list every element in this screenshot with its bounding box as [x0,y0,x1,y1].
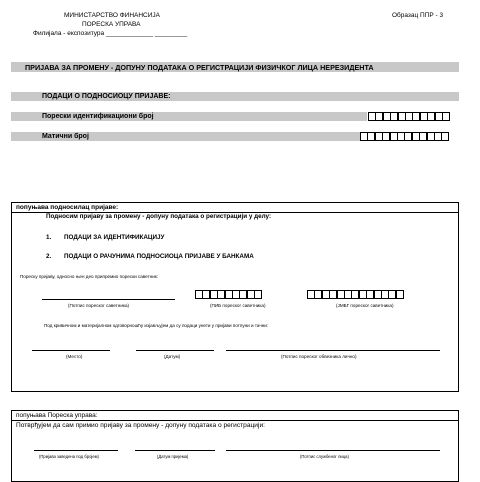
applicant-box [11,202,459,392]
tax-id-cells[interactable] [368,112,449,121]
tax-office-heading: попуњава Пореска управа: [16,412,98,419]
advisor-pib-caption: (ПИБ пореског саветника) [210,303,266,308]
item-2-label[interactable]: ПОДАЦИ О РАЧУНИМА ПОДНОСИОЦА ПРИЈАВЕ У БАНКАМА [64,253,254,260]
item-2-number: 2. [46,253,52,260]
date-line[interactable] [136,350,214,351]
receipt-date-line[interactable] [135,450,215,451]
item-1-number: 1. [46,234,52,241]
tax-office-box [11,410,459,482]
officer-signature-caption: (Потпис службеног лица) [300,454,349,459]
form-code: Образац ППР - 3 [392,12,444,19]
applicant-box-heading: попуњава подносилац пријаве: [16,204,119,211]
receipt-confirmation: Потврђујем да сам примио пријаву за промену - допуну података о регистрацији: [16,422,265,429]
receipt-number-caption: (Пријава заведена под бројем) [39,454,99,459]
tax-id-label: Порески идентификациони број [42,113,154,120]
tax-office-box-header [12,411,458,421]
applicant-box-header [12,203,458,213]
place-caption: (Место) [66,354,83,359]
advisor-jmbg-caption: (ЈМБГ пореског саветника) [336,303,394,308]
reg-no-bar [11,132,367,141]
advisor-signature-line[interactable] [42,299,175,300]
title-bar [11,62,459,72]
branch-line: Филијала - експозитура _____________ _________ [33,30,188,37]
declaration-text: Под кривичном и материјалном одговорношћу изјављујем да су подаци унети у пријави потпуни и тачни: [44,323,269,328]
receipt-number-line[interactable] [34,450,118,451]
applicant-section-bar [11,92,459,101]
receipt-date-caption: (Датум пријема) [157,454,189,459]
advisor-note: Пореску пријаву, односно њен део припремио порески саветник: [20,274,159,279]
taxpayer-signature-line[interactable] [226,350,440,351]
taxpayer-signature-caption: (Потпис пореског обвезника лично) [281,354,357,359]
applicant-section-title: ПОДАЦИ О ПОДНОСИОЦУ ПРИЈАВЕ: [42,93,171,100]
advisor-signature-caption: (Потпис пореског саветника) [68,303,130,308]
advisor-jmbg-cells[interactable] [307,290,403,299]
tax-administration-name: ПОРЕСКА УПРАВА [82,21,141,28]
advisor-pib-cells[interactable] [195,290,262,299]
applicant-intro: Подносим пријаву за промену - допуну података о регистрацији у делу: [46,213,272,220]
place-line[interactable] [32,350,110,351]
ministry-name: МИНИСТАРСТВО ФИНАНСИЈА [64,12,161,19]
tax-id-bar [11,112,367,121]
item-1-label[interactable]: ПОДАЦИ ЗА ИДЕНТИФИКАЦИЈУ [64,234,165,241]
reg-no-cells[interactable] [360,132,449,141]
reg-no-label: Матични број [42,133,89,140]
date-caption: (Датум) [164,354,181,359]
form-title: ПРИЈАВА ЗА ПРОМЕНУ - ДОПУНУ ПОДАТАКА О РЕГИСТРАЦИЈИ ФИЗИЧКОГ ЛИЦА НЕРЕЗИДЕНТА [25,63,374,72]
officer-signature-line[interactable] [226,450,440,451]
